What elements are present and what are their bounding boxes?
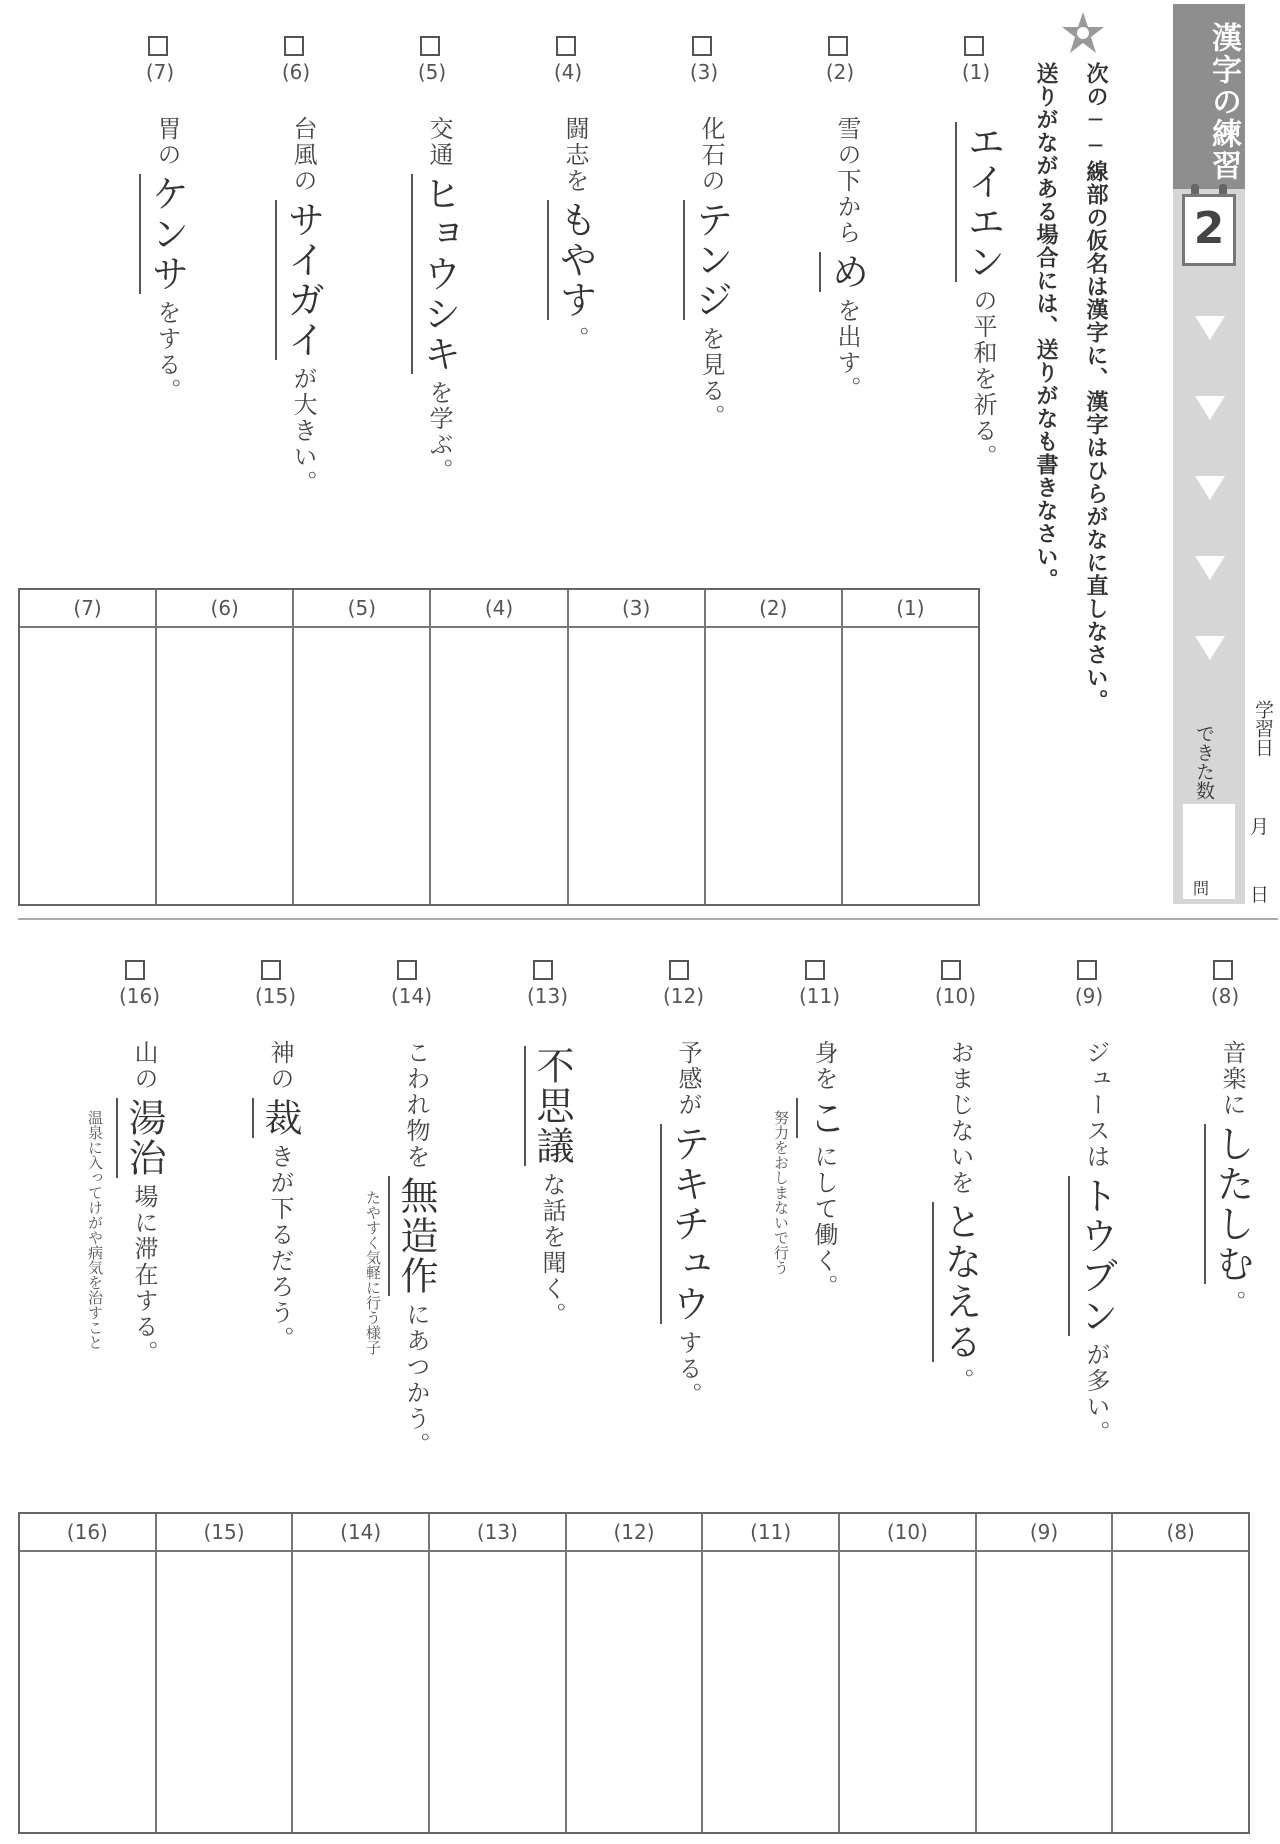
question-checkbox[interactable]	[692, 36, 712, 56]
question-number: (5)	[417, 60, 447, 84]
answer-cell-label: (11)	[703, 1514, 838, 1552]
sentence-before: ジュースは	[1082, 1040, 1110, 1170]
question-sentence	[140, 116, 195, 404]
word-meaning-note: 温泉に入ってけがや病気を治すこと	[86, 1110, 104, 1350]
question-sentence	[412, 116, 467, 484]
sentence-before: 神の	[266, 1040, 294, 1092]
answer-cell-label: (1)	[843, 590, 978, 628]
sentence-before: 闘志を	[561, 116, 589, 194]
answer-cell[interactable]	[20, 1514, 157, 1832]
question-number: (13)	[527, 984, 569, 1008]
answer-cell-label: (10)	[840, 1514, 975, 1552]
answer-cell[interactable]	[431, 590, 568, 904]
sentence-before: 雪の下から	[833, 116, 861, 246]
sentence-after: にあつかう。	[402, 1302, 430, 1458]
question-number: (12)	[663, 984, 705, 1008]
answer-cell-label: (14)	[293, 1514, 428, 1552]
answer-cell[interactable]	[157, 590, 294, 904]
sentence-before: おまじないを	[946, 1040, 974, 1196]
target-word: ケンサ	[139, 174, 189, 294]
question-checkbox[interactable]	[669, 960, 689, 980]
question-sentence	[820, 116, 875, 402]
sentence-before: 交通	[425, 116, 453, 168]
question-checkbox[interactable]	[1213, 960, 1233, 980]
target-word: 湯治	[116, 1098, 166, 1178]
sentence-before: 音楽に	[1218, 1040, 1246, 1118]
sentence-after: の平和を祈る。	[969, 288, 997, 470]
question-sentence	[956, 116, 1011, 470]
down-triangle-icon	[1195, 556, 1225, 580]
sentence-after: を見る。	[697, 326, 725, 430]
day-label: 日	[1250, 884, 1270, 906]
question-sentence	[525, 1040, 580, 1328]
question-number: (11)	[799, 984, 841, 1008]
sentence-after: 。	[1218, 1290, 1246, 1316]
answer-cell-label: (12)	[567, 1514, 702, 1552]
answer-cell-label: (16)	[20, 1514, 155, 1552]
sentence-before: 山の	[130, 1040, 158, 1092]
down-triangle-icon	[1195, 636, 1225, 660]
answer-cell[interactable]	[843, 590, 978, 904]
question-checkbox[interactable]	[148, 36, 168, 56]
question-number: (1)	[961, 60, 991, 84]
question-checkbox[interactable]	[805, 960, 825, 980]
sentence-after: をする。	[153, 300, 181, 404]
answer-cell[interactable]	[567, 1514, 704, 1832]
question-number: (6)	[281, 60, 311, 84]
answer-cell-label: (4)	[431, 590, 566, 628]
sentence-after: な話を聞く。	[538, 1172, 566, 1328]
answer-table-bottom	[18, 1512, 1250, 1834]
word-meaning-note: たやすく気軽に行う様子	[364, 1190, 382, 1355]
question-checkbox[interactable]	[556, 36, 576, 56]
answer-cell[interactable]	[569, 590, 706, 904]
target-word: テンジ	[683, 200, 733, 320]
question-checkbox[interactable]	[261, 960, 281, 980]
sentence-before: 化石の	[697, 116, 725, 194]
answer-cell[interactable]	[977, 1514, 1114, 1832]
answer-cell[interactable]	[20, 590, 157, 904]
sentence-after: が大きい。	[289, 366, 317, 496]
sentence-after: を出す。	[833, 298, 861, 402]
sentence-before: 予感が	[674, 1040, 702, 1118]
answer-cell[interactable]	[703, 1514, 840, 1832]
answer-cell-label: (13)	[430, 1514, 565, 1552]
question-sentence	[1069, 1040, 1124, 1446]
section-divider	[18, 918, 1278, 920]
question-checkbox[interactable]	[828, 36, 848, 56]
question-number: (16)	[119, 984, 161, 1008]
answer-cell-label: (3)	[569, 590, 704, 628]
question-number: (14)	[391, 984, 433, 1008]
target-word: こ	[796, 1098, 846, 1138]
word-meaning-note: 努力をおしまないで行う	[772, 1110, 790, 1275]
answer-cell-label: (9)	[977, 1514, 1112, 1552]
question-number: (8)	[1210, 984, 1240, 1008]
answer-cell-label: (6)	[157, 590, 292, 628]
question-sentence	[797, 1040, 852, 1300]
question-checkbox[interactable]	[397, 960, 417, 980]
target-word: となえる	[932, 1202, 982, 1362]
sentence-after: が多い。	[1082, 1342, 1110, 1446]
answer-cell-label: (15)	[157, 1514, 292, 1552]
question-number: (2)	[825, 60, 855, 84]
answer-cell-label: (7)	[20, 590, 155, 628]
sentence-before: 身を	[810, 1040, 838, 1092]
done-count-label: できた数	[1193, 724, 1215, 800]
question-number: (4)	[553, 60, 583, 84]
question-checkbox[interactable]	[533, 960, 553, 980]
sentence-after: を学ぶ。	[425, 380, 453, 484]
answer-cell-label: (2)	[706, 590, 841, 628]
down-triangle-icon	[1195, 316, 1225, 340]
answer-cell[interactable]	[706, 590, 843, 904]
question-sentence	[1205, 1040, 1260, 1316]
question-number: (3)	[689, 60, 719, 84]
month-label: 月	[1250, 816, 1270, 838]
answer-cell[interactable]	[430, 1514, 567, 1832]
sentence-after: 。	[561, 326, 589, 352]
target-word: テキチュウ	[660, 1124, 710, 1324]
question-number: (7)	[145, 60, 175, 84]
score-sidebar	[1173, 4, 1245, 904]
down-triangle-icon	[1195, 396, 1225, 420]
answer-cell[interactable]	[294, 590, 431, 904]
answer-cell[interactable]	[157, 1514, 294, 1832]
sentence-after: きが下るだろう。	[266, 1144, 294, 1352]
question-sentence	[548, 116, 603, 352]
target-word: め	[819, 252, 869, 292]
question-number: (10)	[935, 984, 977, 1008]
question-checkbox[interactable]	[125, 960, 145, 980]
answer-cell[interactable]	[293, 1514, 430, 1832]
sentence-after: にして働く。	[810, 1144, 838, 1300]
question-sentence	[276, 116, 331, 496]
target-word: トウブン	[1068, 1176, 1118, 1336]
sentence-after: 。	[946, 1368, 974, 1394]
sentence-before: 胃の	[153, 116, 181, 168]
worksheet-title: 漢字の練習	[1173, 4, 1245, 189]
instruction-line-1: 次の──線部の仮名は漢字に、漢字はひらがなに直しなさい。	[1083, 62, 1108, 712]
instruction-line-2: 送りがながある場合には、送りがなも書きなさい。	[1033, 62, 1058, 591]
target-word: 不思議	[524, 1046, 574, 1166]
worksheet-number: 2	[1182, 194, 1236, 266]
sentence-before: 台風の	[289, 116, 317, 194]
target-word: したしむ	[1204, 1124, 1254, 1284]
question-sentence	[933, 1040, 988, 1394]
question-checkbox[interactable]	[941, 960, 961, 980]
sentence-after: 場に滞在する。	[130, 1184, 158, 1366]
answer-table-top	[18, 588, 980, 906]
target-word: 裁	[252, 1098, 302, 1138]
sentence-before: こわれ物を	[402, 1040, 430, 1170]
questions-unit: 問	[1193, 879, 1210, 898]
question-number: (15)	[255, 984, 297, 1008]
question-checkbox[interactable]	[284, 36, 304, 56]
sentence-after: する。	[674, 1330, 702, 1408]
question-sentence	[684, 116, 739, 430]
question-sentence	[389, 1040, 444, 1458]
target-word: サイガイ	[275, 200, 325, 360]
question-sentence	[117, 1040, 172, 1366]
study-date-label: 学習日	[1252, 700, 1274, 757]
star-icon	[1060, 10, 1106, 56]
target-word: エイエン	[955, 122, 1005, 282]
answer-cell[interactable]	[840, 1514, 977, 1832]
question-number: (9)	[1074, 984, 1104, 1008]
target-word: ヒョウシキ	[411, 174, 461, 374]
down-triangle-icon	[1195, 476, 1225, 500]
question-checkbox[interactable]	[1077, 960, 1097, 980]
target-word: 無造作	[388, 1176, 438, 1296]
target-word: もやす	[547, 200, 597, 320]
question-checkbox[interactable]	[420, 36, 440, 56]
study-date	[1245, 700, 1275, 910]
question-checkbox[interactable]	[964, 36, 984, 56]
answer-cell-label: (8)	[1113, 1514, 1248, 1552]
answer-cell-label: (5)	[294, 590, 429, 628]
question-sentence	[661, 1040, 716, 1408]
answer-cell[interactable]	[1113, 1514, 1248, 1832]
question-sentence	[253, 1040, 308, 1352]
